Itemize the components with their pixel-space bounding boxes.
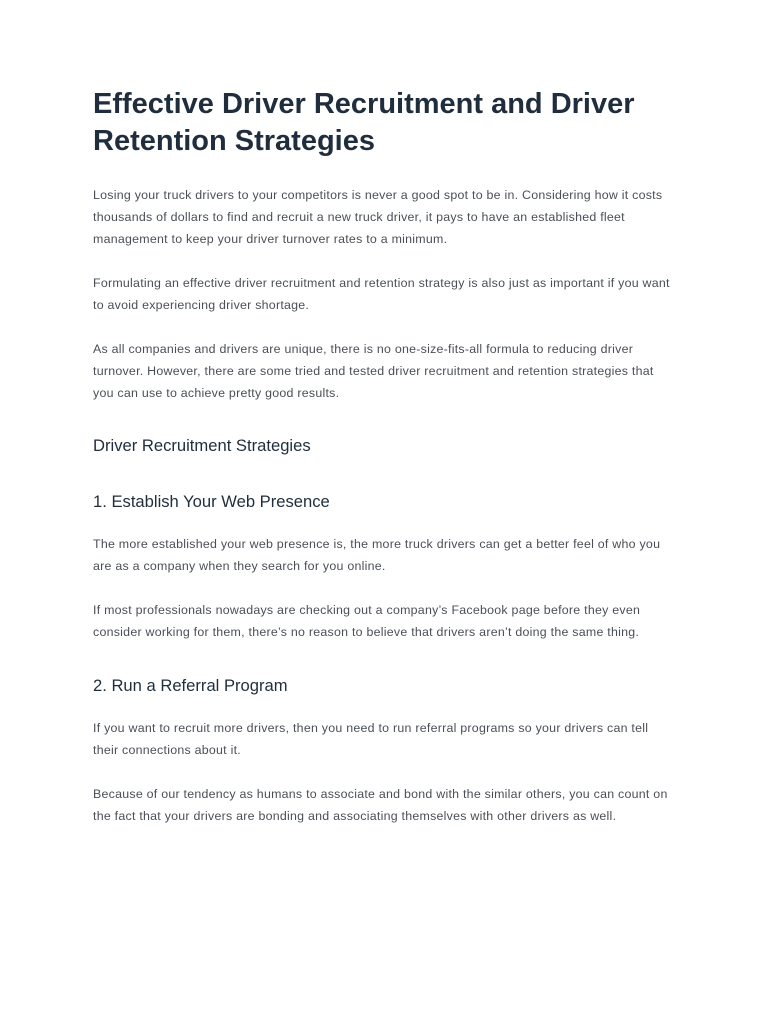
intro-paragraph-1: Losing your truck drivers to your competitors is never a good spot to be in. Considering how it costs thousands of dollars to find and recruit a new truck driver, it pays to have an established fleet management to keep your driver turnover rates to a minimum. xyxy=(93,188,663,246)
subsection-heading-1: 1. Establish Your Web Presence xyxy=(93,492,330,511)
intro-paragraph-3: As all companies and drivers are unique, there is no one-size-fits-all formula to reducing driver turnover. However, there are some tried and tested driver recruitment and retention strategies that you can use to achieve pretty good results. xyxy=(93,342,654,400)
intro-paragraph-2: Formulating an effective driver recruitment and retention strategy is also just as important if you want to avoid experiencing driver shortage. xyxy=(93,276,670,312)
subsection-1-paragraph-2: If most professionals nowadays are checking out a company’s Facebook page before they even consider working for them, there’s no reason to believe that drivers aren’t doing the same thing. xyxy=(93,603,641,639)
article-title: Effective Driver Recruitment and Driver Retention Strategies xyxy=(93,88,635,157)
document-page xyxy=(93,86,677,827)
subsection-1-paragraph-1: The more established your web presence is, the more truck drivers can get a better feel of who you are as a company when they search for you online. xyxy=(93,537,661,573)
section-heading: Driver Recruitment Strategies xyxy=(93,436,311,455)
subsection-2-paragraph-1: If you want to recruit more drivers, then you need to run referral programs so your drivers can tell their connections about it. xyxy=(93,721,649,757)
subsection-heading-2: 2. Run a Referral Program xyxy=(93,676,288,695)
subsection-2-paragraph-2: Because of our tendency as humans to associate and bond with the similar others, you can count on the fact that your drivers are bonding and associating themselves with other drivers as well. xyxy=(93,787,668,823)
